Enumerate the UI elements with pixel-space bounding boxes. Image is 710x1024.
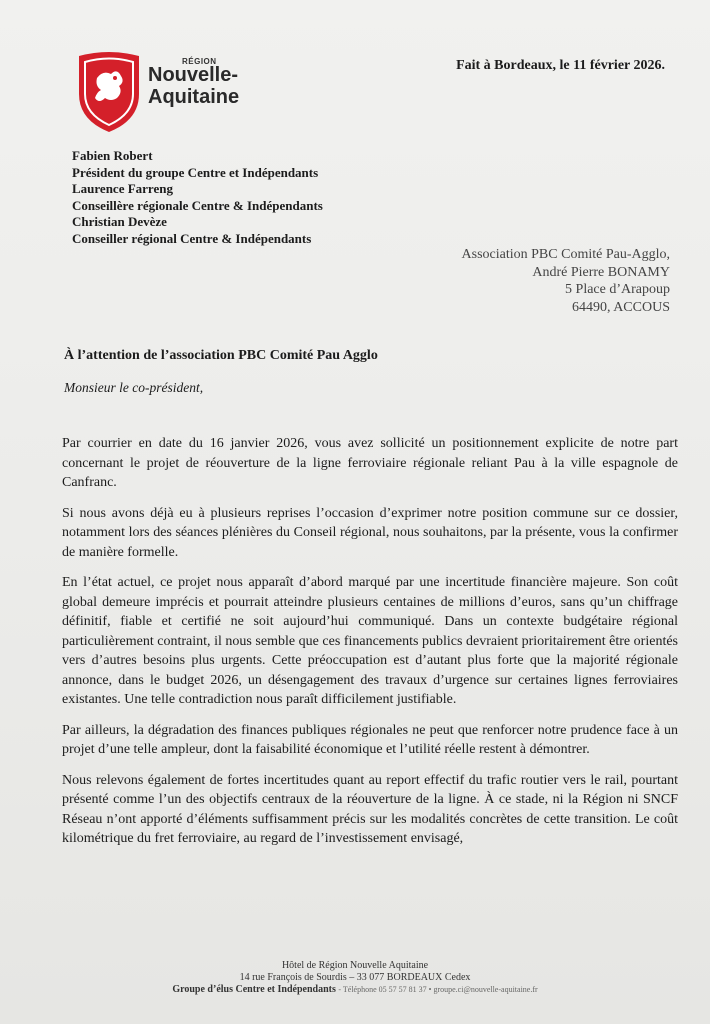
sender-line: Laurence Farreng [72,181,173,196]
letter-subject: À l’attention de l’association PBC Comité Pau Agglo [64,348,378,363]
recipient-line: 5 Place d’Arapoup [565,282,670,297]
recipient-line: André Pierre BONAMY [532,264,670,280]
salutation: Monsieur le co-président, [64,380,204,395]
lion-shield-icon [75,50,143,134]
body-paragraph: En l’état actuel, ce projet nous apparaît d’abord marqué par une incertitude financière majeure. Son coût global demeure imprécis et pourrait atteindre plusieurs centaines de millions d’euros, sans qu’un chiffrage définitif, fiable et certifié ne soit aujourd’hui communiqué. Dans un contexte budgétaire régional particulièrement contraint, il nous semble que ces financements publics devraient prioritairement être orientés vers d’autres besoins plus urgents. Cette préoccupation est d’autant plus forte que la majorité régionale annonce, dans le budget 2026, un désengagement des travaux d’urgence sur certaines lignes ferroviaires existantes. Une telle contradiction nous paraît difficilement justifiable. [62,575,678,707]
body-paragraph: Par ailleurs, la dégradation des finances publiques régionales ne peut que renforcer notre prudence face à un projet d’une telle ampleur, dont la faisabilité économique et l’utilité réelle restent à démontrer. [62,722,678,757]
footer-group: Groupe d’élus Centre et Indépendants [172,984,336,995]
footer-contact: - Téléphone 05 57 57 81 37 • groupe.ci@nouvelle-aquitaine.fr [338,985,538,994]
logo-name-line2: Aquitaine [148,86,240,108]
letter-body [62,434,678,860]
body-paragraph: Si nous avons déjà eu à plusieurs reprises l’occasion d’exprimer notre position commune sur ce dossier, notamment lors des séances plénières du Conseil régional, nous souhaitons, par la présente, vous la confirmer de manière formelle. [62,505,678,560]
sender-line: Conseillère régionale Centre & Indépendants [72,197,323,213]
recipient-line: Association PBC Comité Pau-Agglo, [461,247,670,262]
sender-line: Christian Devèze [72,214,167,229]
recipient-address [462,246,670,316]
sender-line: Conseiller régional Centre & Indépendants [72,230,312,246]
logo-name-line1: Nouvelle- [148,64,239,86]
footer-line [0,984,710,996]
sender-line: Fabien Robert [72,148,153,163]
footer-line: 14 rue François de Sourdis – 33 077 BORDEAUX Cedex [239,972,471,983]
footer-line: Hôtel de Région Nouvelle Aquitaine [281,960,429,971]
letter-date: Fait à Bordeaux, le 11 février 2026. [456,58,665,73]
recipient-line: 64490, ACCOUS [571,299,670,315]
sender-block [72,148,323,247]
sender-line: Président du groupe Centre et Indépendants [72,164,319,180]
body-paragraph: Par courrier en date du 16 janvier 2026, vous avez sollicité un positionnement explicite de notre part concernant le projet de réouverture de la ligne ferroviaire régionale reliant Pau à la ville espagnole de Canfranc. [62,436,678,490]
body-paragraph: Nous relevons également de fortes incertitudes quant au report effectif du trafic routier vers le rail, pourtant présenté comme l’un des objectifs centraux de la réouverture de la ligne. À ce stade, ni la Région ni SNCF Réseau n’ont apporté d’éléments suffisamment précis sur les modalités concrètes de cette transition. Le coût kilométrique du fret ferroviaire, au regard de l’investissement envisagé, [62,772,678,846]
letter-footer [0,960,710,996]
logo-region-label: RÉGION [182,57,217,66]
